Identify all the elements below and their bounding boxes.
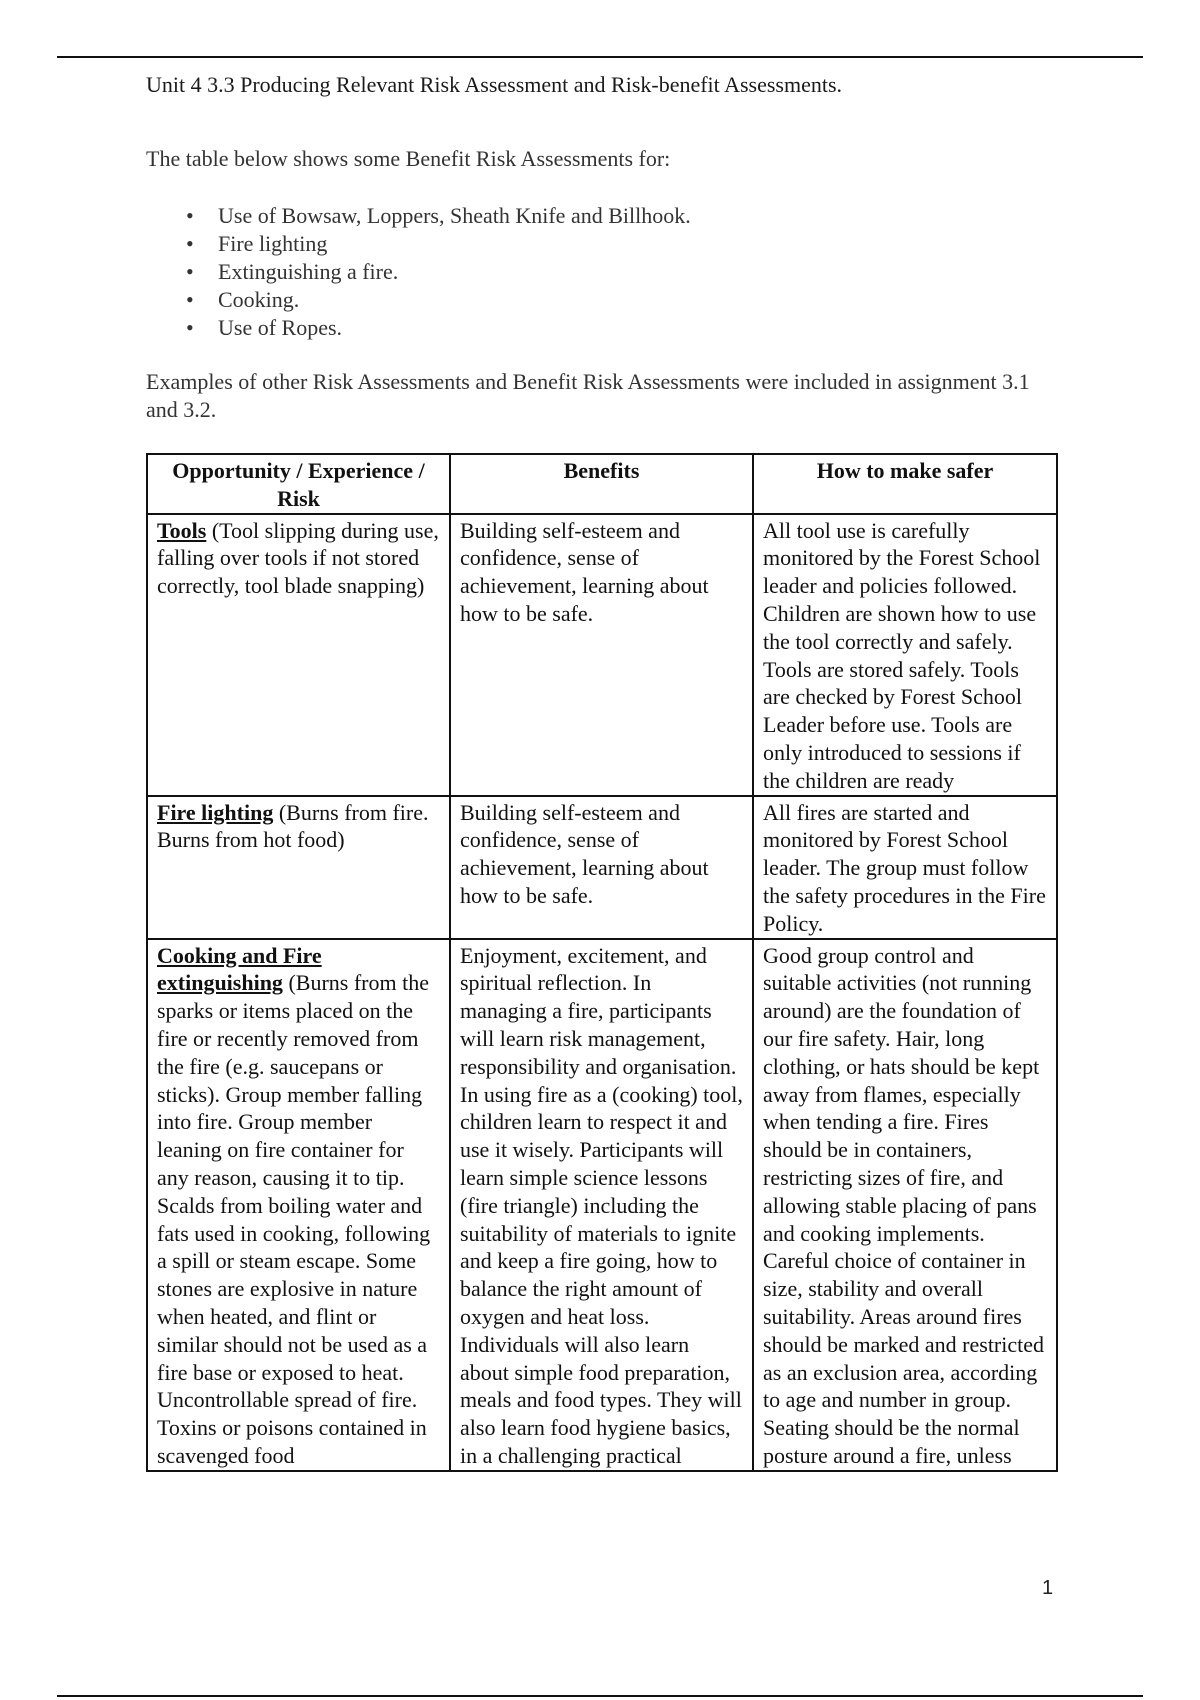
risk-cell [147,796,450,939]
page-number: 1 [1042,1577,1054,1599]
list-item-text: Extinguishing a fire. [218,259,399,284]
bullet-icon: • [186,231,194,256]
safer-cell: Good group control and suitable activities (not running around) are the foundation of our fire safety. Hair, long clothing, or hats should be kept away from flames, especially when tending a fire. Fires should be in containers, restricting sizes of fire, and allowing stable placing of pans and cooking implements. Careful choice of container in size, stability and overall suitability. Areas around fires should be marked and restricted as an exclusion area, according to age and number in group. Seating should be the normal posture around a fire, unless [753,939,1057,1471]
page-title: Unit 4 3.3 Producing Relevant Risk Assessment and Risk-benefit Assessments. [146,72,843,97]
bullet-icon: • [186,315,194,340]
header-benefits: Benefits [450,454,753,514]
table-row [147,796,1057,939]
header-opportunity: Opportunity / Experience / Risk [147,454,450,514]
risk-cell [147,939,450,1471]
table-row [147,514,1057,796]
risk-description: (Tool slipping during use, falling over tools if not stored correctly, tool blade snapping) [157,517,439,599]
bottom-rule [57,1695,1143,1697]
list-item [146,286,691,314]
risk-keyword: Cooking and Fire extinguishing [157,942,322,996]
risk-description: (Burns from fire. Burns from hot food) [157,799,429,853]
bullet-icon: • [186,203,194,228]
list-item-text: Fire lighting [218,231,328,256]
safer-cell: All tool use is carefully monitored by the Forest School leader and policies followed. Children are shown how to use the tool correctly and safely. Tools are stored safely. Tools are checked by Forest School Leader before use. Tools are only introduced to sessions if the children are ready [753,514,1057,796]
list-item [146,202,691,230]
list-item [146,314,691,342]
benefits-cell: Building self-esteem and confidence, sense of achievement, learning about how to be safe. [450,514,753,796]
list-item [146,230,691,258]
list-item-text: Cooking. [218,287,300,312]
bullet-icon: • [186,287,194,312]
intro-text: The table below shows some Benefit Risk Assessments for: [146,146,671,171]
list-item-text: Use of Bowsaw, Loppers, Sheath Knife and Billhook. [218,203,691,228]
header-how-to-make-safer: How to make safer [753,454,1057,514]
table-header-row [147,454,1057,514]
safer-cell: All fires are started and monitored by Forest School leader. The group must follow the safety procedures in the Fire Policy. [753,796,1057,939]
activity-list [146,202,691,342]
list-item-text: Use of Ropes. [218,315,343,340]
risk-description: (Burns from the sparks or items placed on the fire or recently removed from the fire (e.g. saucepans or sticks). Group member falling into fire. Group member leaning on fire container for any reason, causing it to tip. Scalds from boiling water and fats used in cooking, following a spill or steam escape. Some stones are explosive in nature when heated, and flint or similar should not be used as a fire base or exposed to heat. Uncontrollable spread of fire. Toxins or poisons contained in scavenged food [157,970,431,1468]
risk-keyword: Tools [157,517,207,543]
risk-benefit-table [146,453,1058,1472]
risk-cell [147,514,450,796]
top-rule [57,56,1143,58]
risk-keyword: Fire lighting [157,799,274,825]
table-row [147,939,1057,1471]
bullet-icon: • [186,259,194,284]
benefits-cell: Building self-esteem and confidence, sense of achievement, learning about how to be safe. [450,796,753,939]
examples-paragraph: Examples of other Risk Assessments and Benefit Risk Assessments were included in assignment 3.1 and 3.2. [146,369,1030,422]
benefits-cell: Enjoyment, excitement, and spiritual reflection. In managing a fire, participants will learn risk management, responsibility and organisation. In using fire as a (cooking) tool, children learn to respect it and use it wisely. Participants will learn simple science lessons (fire triangle) including the suitability of materials to ignite and keep a fire going, how to balance the right amount of oxygen and heat loss. Individuals will also learn about simple food preparation, meals and food types. They will also learn food hygiene basics, in a challenging practical [450,939,753,1471]
list-item [146,258,691,286]
